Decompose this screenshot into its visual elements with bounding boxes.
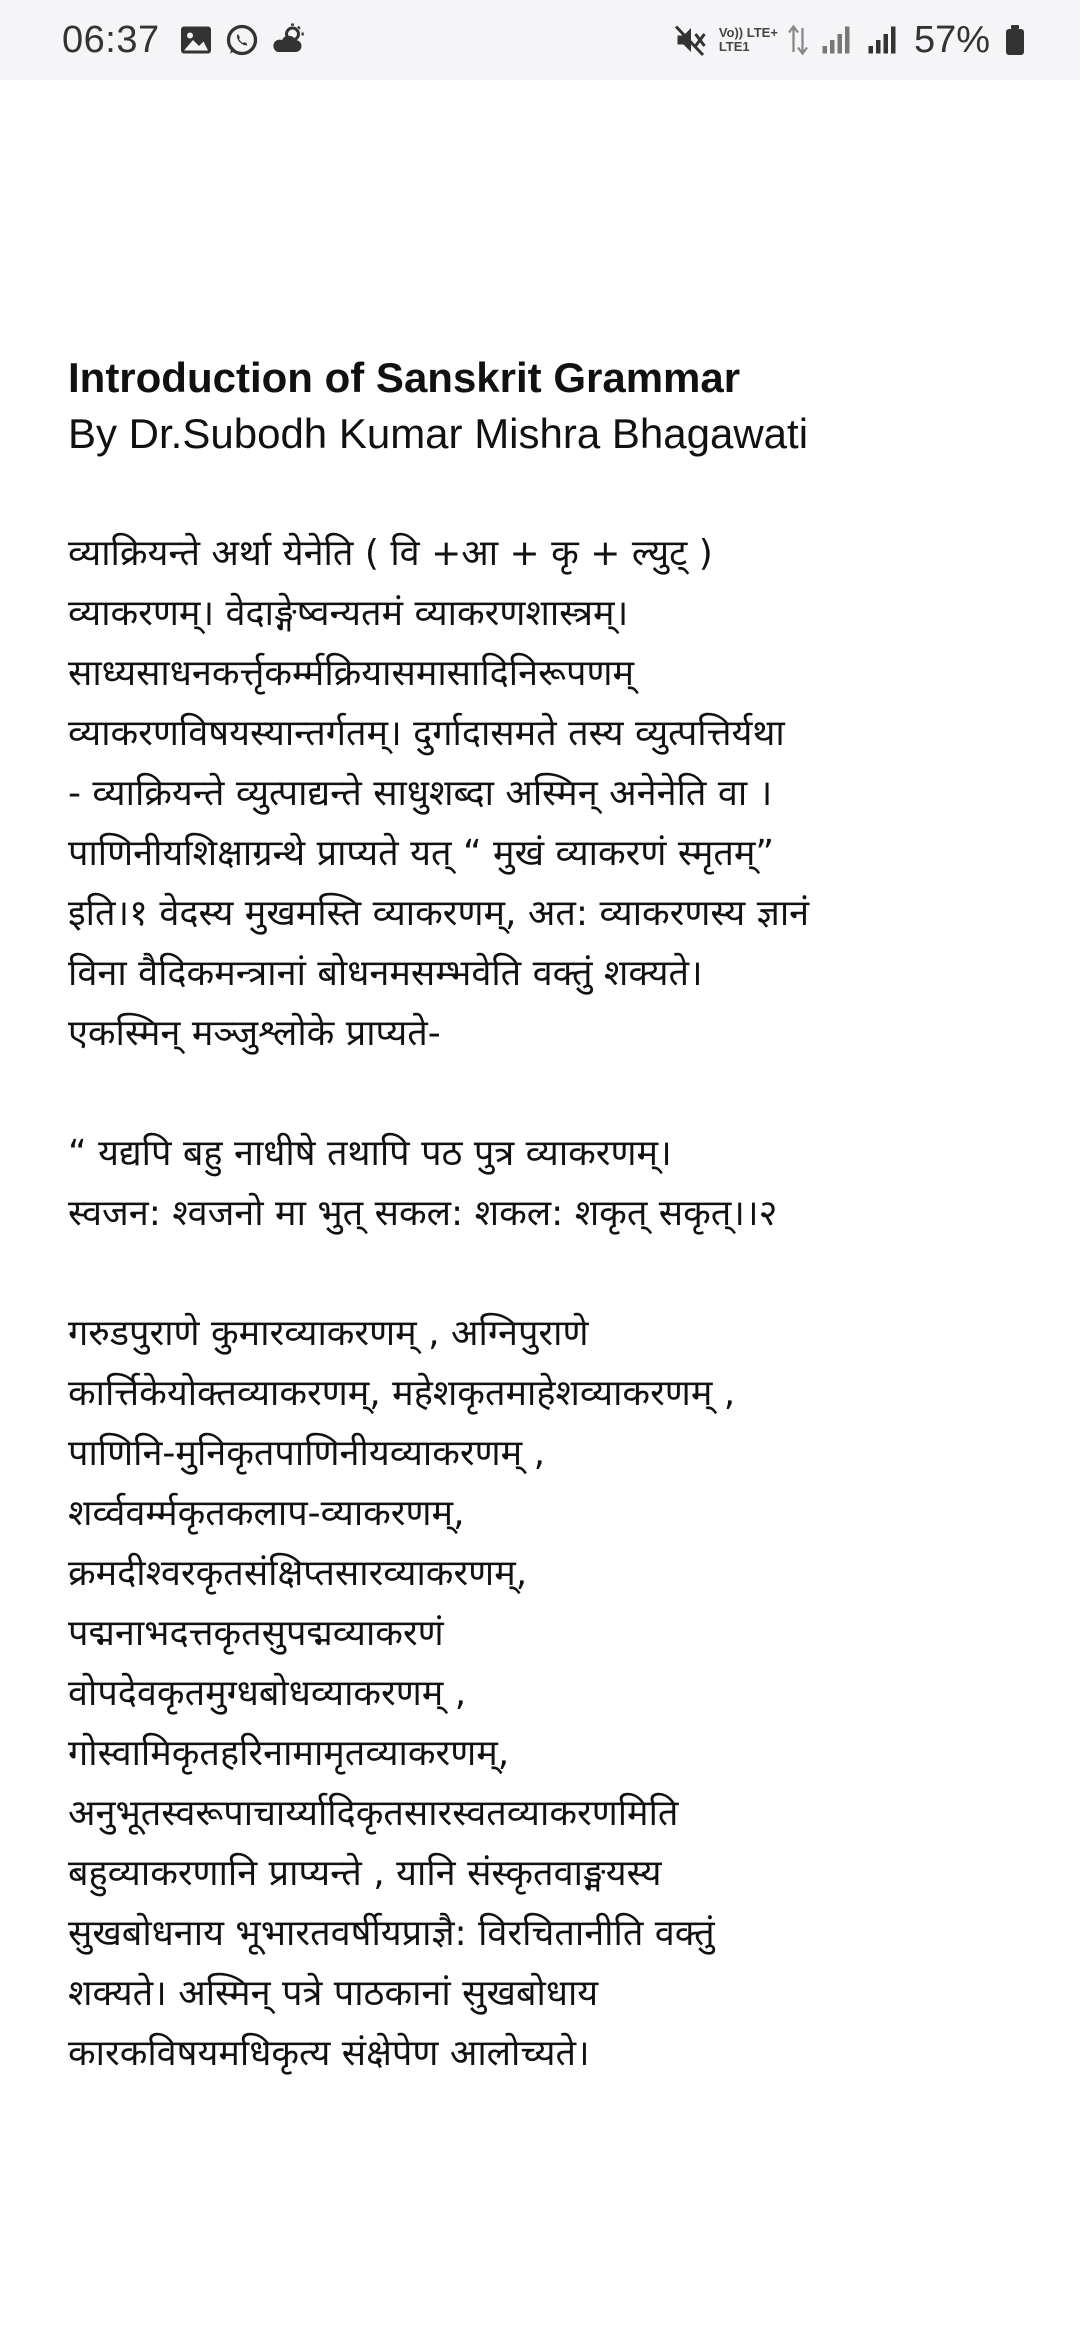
text-line: विना वैदिकमन्त्रानां बोधनमसम्भवेति वक्तुं शक्यते। (68, 953, 703, 994)
text-line: एकस्मिन् मञ्जुश्लोके प्राप्यते- (68, 1013, 441, 1054)
mute-icon (673, 22, 709, 58)
text-line: इति।१ वेदस्य मुखमस्ति व्याकरणम्, अत: व्याकरणस्य ज्ञानं (68, 893, 810, 934)
text-line: साध्यसाधनकर्त्तृकर्म्मक्रियासमासादिनिरूपणम् (68, 653, 635, 694)
battery-icon (1006, 25, 1024, 55)
paragraph-3 (68, 1304, 1028, 2084)
text-line: शक्यते। अस्मिन् पत्रे पाठकानां सुखबोधाय (68, 1973, 599, 2014)
paragraph-2 (68, 1124, 1028, 1244)
text-line: स्वजन: श्वजनो मा भुत् सकल: शकल: शकृत् सकृत्।।२ (68, 1193, 778, 1234)
text-line: अनुभूतस्वरूपाचार्य्यादिकृतसारस्वतव्याकरणमिति (68, 1793, 679, 1834)
text-line: बहुव्याकरणानि प्राप्यन्ते , यानि संस्कृतवाङ्मयस्य (68, 1853, 662, 1894)
network-bottom-label: LTE1 (718, 39, 750, 54)
status-bar-left (62, 19, 306, 62)
network-badge (719, 26, 778, 54)
text-line: व्याकरणविषयस्यान्तर्गतम्। दुर्गादासमते तस्य व्युत्पत्तिर्यथा (68, 713, 785, 754)
text-line: कार्त्तिकेयोक्तव्याकरणम्, महेशकृतमाहेशव्याकरणम् , (68, 1373, 736, 1414)
document-title: Introduction of Sanskrit Grammar (68, 354, 741, 401)
signal-icon (818, 22, 854, 58)
whatsapp-icon (224, 22, 260, 58)
status-time: 06:37 (62, 18, 160, 61)
text-line: व्याक्रियन्ते अर्था येनेति ( वि +आ + कृ + ल्युट् ) (68, 533, 713, 574)
network-top-label: Vo)) LTE+ (718, 25, 778, 40)
text-line: पाणिनि-मुनिकृतपाणिनीयव्याकरणम् , (68, 1433, 546, 1474)
text-line: गरुडपुराणे कुमारव्याकरणम् , अग्निपुराणे (68, 1313, 589, 1354)
paragraph-1 (68, 524, 1028, 1064)
text-line: गोस्वामिकृतहरिनामामृतव्याकरणम्, (68, 1733, 510, 1774)
status-bar-right (673, 19, 1024, 62)
text-line: कारकविषयमधिकृत्य संक्षेपेण आलोच्यते। (68, 2033, 590, 2074)
text-line: “ यद्यपि बहु नाधीषे तथापि पठ पुत्र व्याकरणम्। (68, 1133, 672, 1174)
signal-icon (864, 22, 900, 58)
text-line: पाणिनीयशिक्षाग्रन्थे प्राप्यते यत् “ मुखं व्याकरणं स्मृतम्” (68, 833, 775, 874)
text-line: सुखबोधनाय भूभारतवर्षीयप्राज्ञै: विरचितानीति वक्तुं (68, 1913, 715, 1954)
battery-percent: 57% (913, 18, 990, 61)
text-line: पद्मनाभदत्तकृतसुपद्मव्याकरणं (68, 1613, 444, 1654)
text-line: शर्व्ववर्म्मकृतकलाप-व्याकरणम्, (68, 1493, 465, 1534)
text-line: व्याकरणम्। वेदाङ्गेष्वन्यतमं व्याकरणशास्त्रम्। (68, 593, 629, 634)
text-line: वोपदेवकृतमुग्धबोधव्याकरणम् , (68, 1673, 467, 1714)
weather-icon (270, 22, 306, 58)
gallery-icon (178, 22, 214, 58)
text-line: - व्याक्रियन्ते व्युत्पाद्यन्ते साधुशब्दा अस्मिन् अनेनेति वा । (68, 773, 773, 814)
document-content (68, 350, 1028, 2144)
text-line: क्रमदीश्वरकृतसंक्षिप्तसारव्याकरणम्, (68, 1553, 528, 1594)
data-arrows-icon (788, 22, 808, 58)
status-bar (0, 0, 1080, 80)
document-author: By Dr.Subodh Kumar Mishra Bhagawati (68, 410, 809, 457)
